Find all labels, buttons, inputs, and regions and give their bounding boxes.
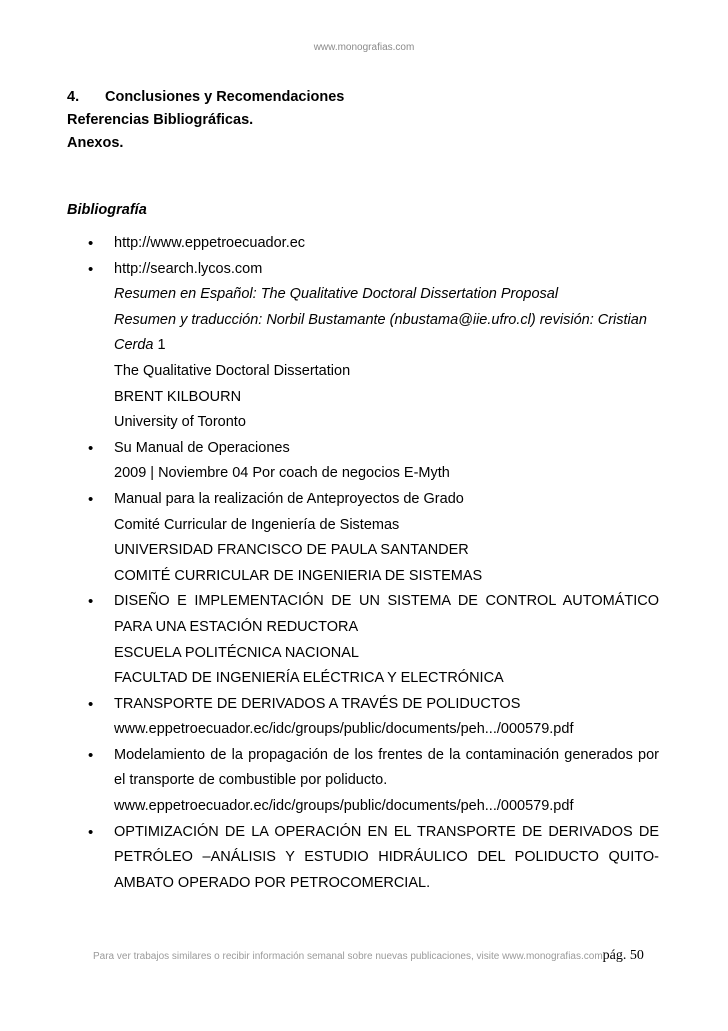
bib-line: COMITÉ CURRICULAR DE INGENIERIA DE SISTEMAS <box>114 567 483 584</box>
bib-line: PETRÓLEO –ANÁLISIS Y ESTUDIO HIDRÁULICO DEL POLIDUCTO QUITO- <box>114 849 659 866</box>
bib-line: PARA UNA ESTACIÓN REDUCTORA <box>114 618 359 635</box>
bib-line: 2009 | Noviembre 04 Por coach de negocios E-Myth <box>114 465 450 482</box>
heading-annexes: Anexos. <box>67 135 124 151</box>
bib-line: • DISEÑO E IMPLEMENTACIÓN DE UN SISTEMA DE CONTROL AUTOMÁTICO <box>86 589 659 615</box>
bibliography-list <box>86 231 659 896</box>
bib-line: • Manual para la realización de Anteproyectos de Grado <box>86 487 659 513</box>
bib-line: University of Toronto <box>114 414 246 431</box>
bibliography-title: Bibliografía <box>67 202 147 218</box>
bib-line: www.eppetroecuador.ec/idc/groups/public/documents/peh.../000579.pdf <box>114 798 574 815</box>
bib-line: www.eppetroecuador.ec/idc/groups/public/documents/peh.../000579.pdf <box>114 721 574 738</box>
bib-line: Resumen en Español: The Qualitative Doctoral Dissertation Proposal <box>114 286 559 303</box>
bib-cerda: Cerda <box>114 337 154 354</box>
bib-line: • Modelamiento de la propagación de los frentes de la contaminación generados por <box>86 743 659 769</box>
section-headings <box>67 86 344 155</box>
heading-number: 4. <box>67 89 80 105</box>
bib-line: AMBATO OPERADO POR PETROCOMERCIAL. <box>114 874 431 891</box>
footer-text: Para ver trabajos similares o recibir información semanal sobre nuevas publicaciones, visite www.monografias.com <box>93 951 603 962</box>
bib-line: ESCUELA POLITÉCNICA NACIONAL <box>114 644 359 661</box>
bib-line: UNIVERSIDAD FRANCISCO DE PAULA SANTANDER <box>114 542 469 559</box>
bib-line: • http://www.eppetroecuador.ec <box>86 231 659 257</box>
bib-line: • TRANSPORTE DE DERIVADOS A TRAVÉS DE POLIDUCTOS <box>86 692 659 718</box>
page-footer <box>93 948 653 964</box>
page-header-site: www.monografias.com <box>313 42 415 53</box>
bib-line: • OPTIMIZACIÓN DE LA OPERACIÓN EN EL TRANSPORTE DE DERIVADOS DE <box>86 820 659 846</box>
bib-line: Comité Curricular de Ingeniería de Sistemas <box>114 516 400 533</box>
bib-line: • http://search.lycos.com <box>86 257 659 283</box>
heading-references: Referencias Bibliográficas. <box>67 112 254 128</box>
bib-line: The Qualitative Doctoral Dissertation <box>114 362 351 379</box>
bib-line: FACULTAD DE INGENIERÍA ELÉCTRICA Y ELECTRÓNICA <box>114 670 504 687</box>
page-number: pág. 50 <box>602 948 644 963</box>
bib-cerda-num: 1 <box>153 337 166 354</box>
bib-line: • Su Manual de Operaciones <box>86 436 659 462</box>
heading-conclusions <box>67 86 344 109</box>
bib-line: el transporte de combustible por poliducto. <box>114 772 388 789</box>
bib-line: Resumen y traducción: Norbil Bustamante (nbustama@iie.ufro.cl) revisión: Cristian <box>114 311 647 328</box>
bib-line-cerda <box>86 333 659 359</box>
heading-conclusions-text: Conclusiones y Recomendaciones <box>105 89 345 105</box>
bib-line: BRENT KILBOURN <box>114 388 242 405</box>
